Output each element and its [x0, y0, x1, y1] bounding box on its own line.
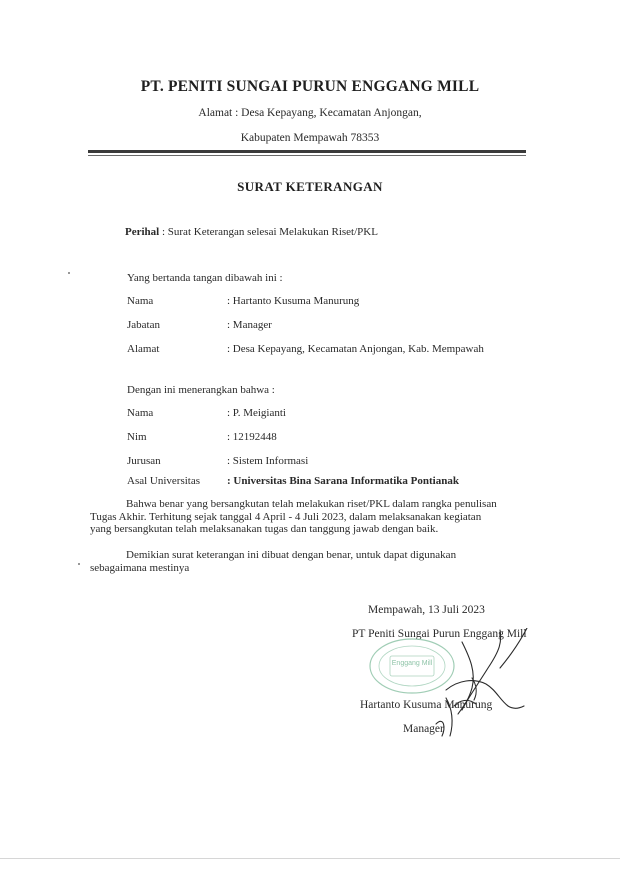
- letterhead-divider-thin: [88, 155, 526, 156]
- closing-line: sebagaimana mestinya: [90, 561, 190, 574]
- field-value: : Hartanto Kusuma Manurung: [227, 295, 360, 307]
- closing-paragraph: [90, 549, 530, 574]
- signatory-row-position: [127, 319, 547, 335]
- student-row-name: [127, 407, 547, 423]
- signatory-row-name: [127, 295, 547, 311]
- student-row-nim: [127, 431, 547, 447]
- letterhead-divider-thick: [88, 150, 526, 153]
- company-name: PT. PENITI SUNGAI PURUN ENGGANG MILL: [140, 78, 480, 95]
- field-value: : P. Meigianti: [227, 407, 286, 419]
- signatory-row-address: [127, 343, 547, 359]
- scan-edge-line: [0, 858, 620, 859]
- scan-speck: [68, 272, 70, 274]
- student-intro: Dengan ini menerangkan bahwa :: [127, 384, 275, 396]
- field-value: : 12192448: [227, 431, 277, 443]
- field-value: : Universitas Bina Sarana Informatika Pontianak: [227, 475, 459, 487]
- subject-text: : Surat Keterangan selesai Melakukan Riset/PKL: [159, 226, 378, 238]
- signatory-intro: Yang bertanda tangan dibawah ini :: [127, 272, 283, 284]
- closing-line: Demikian surat keterangan ini dibuat dengan benar, untuk dapat digunakan: [126, 549, 457, 561]
- field-label: Nama: [127, 407, 154, 419]
- subject-line: [125, 226, 378, 238]
- field-value: : Manager: [227, 319, 272, 331]
- field-label: Jabatan: [127, 319, 160, 331]
- body-paragraph: [90, 498, 530, 536]
- field-label: Jurusan: [127, 455, 161, 467]
- field-label: Asal Universitas: [127, 475, 201, 487]
- handwritten-signature-icon: [436, 628, 528, 736]
- stamp-text: Enggang Mill: [391, 660, 433, 667]
- field-value: : Sistem Informasi: [227, 455, 309, 467]
- field-value: : Desa Kepayang, Kecamatan Anjongan, Kab. Mempawah: [227, 343, 484, 355]
- document-title: SURAT KETERANGAN: [237, 179, 383, 194]
- student-row-major: [127, 455, 547, 471]
- stamp-icon: [370, 639, 454, 693]
- field-label: Nama: [127, 295, 154, 307]
- field-label: Nim: [127, 431, 147, 443]
- body-line: Bahwa benar yang bersangkutan telah melakukan riset/PKL dalam rangka penulisan: [126, 498, 497, 510]
- scan-speck: [78, 563, 80, 565]
- signature-place-date: Mempawah, 13 Juli 2023: [368, 604, 485, 616]
- field-label: Alamat: [127, 343, 160, 355]
- body-line: yang bersangkutan telah melaksanakan tugas dan tanggung jawab dengan baik.: [90, 523, 439, 535]
- student-row-university: [127, 475, 547, 491]
- subject-label: Perihal: [125, 226, 160, 238]
- signature-company: PT Peniti Sungai Purun Enggang Mill: [352, 628, 527, 640]
- body-line: Tugas Akhir. Terhitung sejak tanggal 4 April - 4 Juli 2023, dalam melaksanakan kegiatan: [90, 510, 482, 523]
- company-stamp-and-signature: [350, 628, 530, 738]
- signature-name: Hartanto Kusuma Manurung: [360, 699, 493, 711]
- signature-position: Manager: [403, 723, 444, 735]
- company-address-line1: Alamat : Desa Kepayang, Kecamatan Anjongan,: [198, 107, 422, 119]
- company-address-line2: Kabupaten Mempawah 78353: [240, 132, 380, 144]
